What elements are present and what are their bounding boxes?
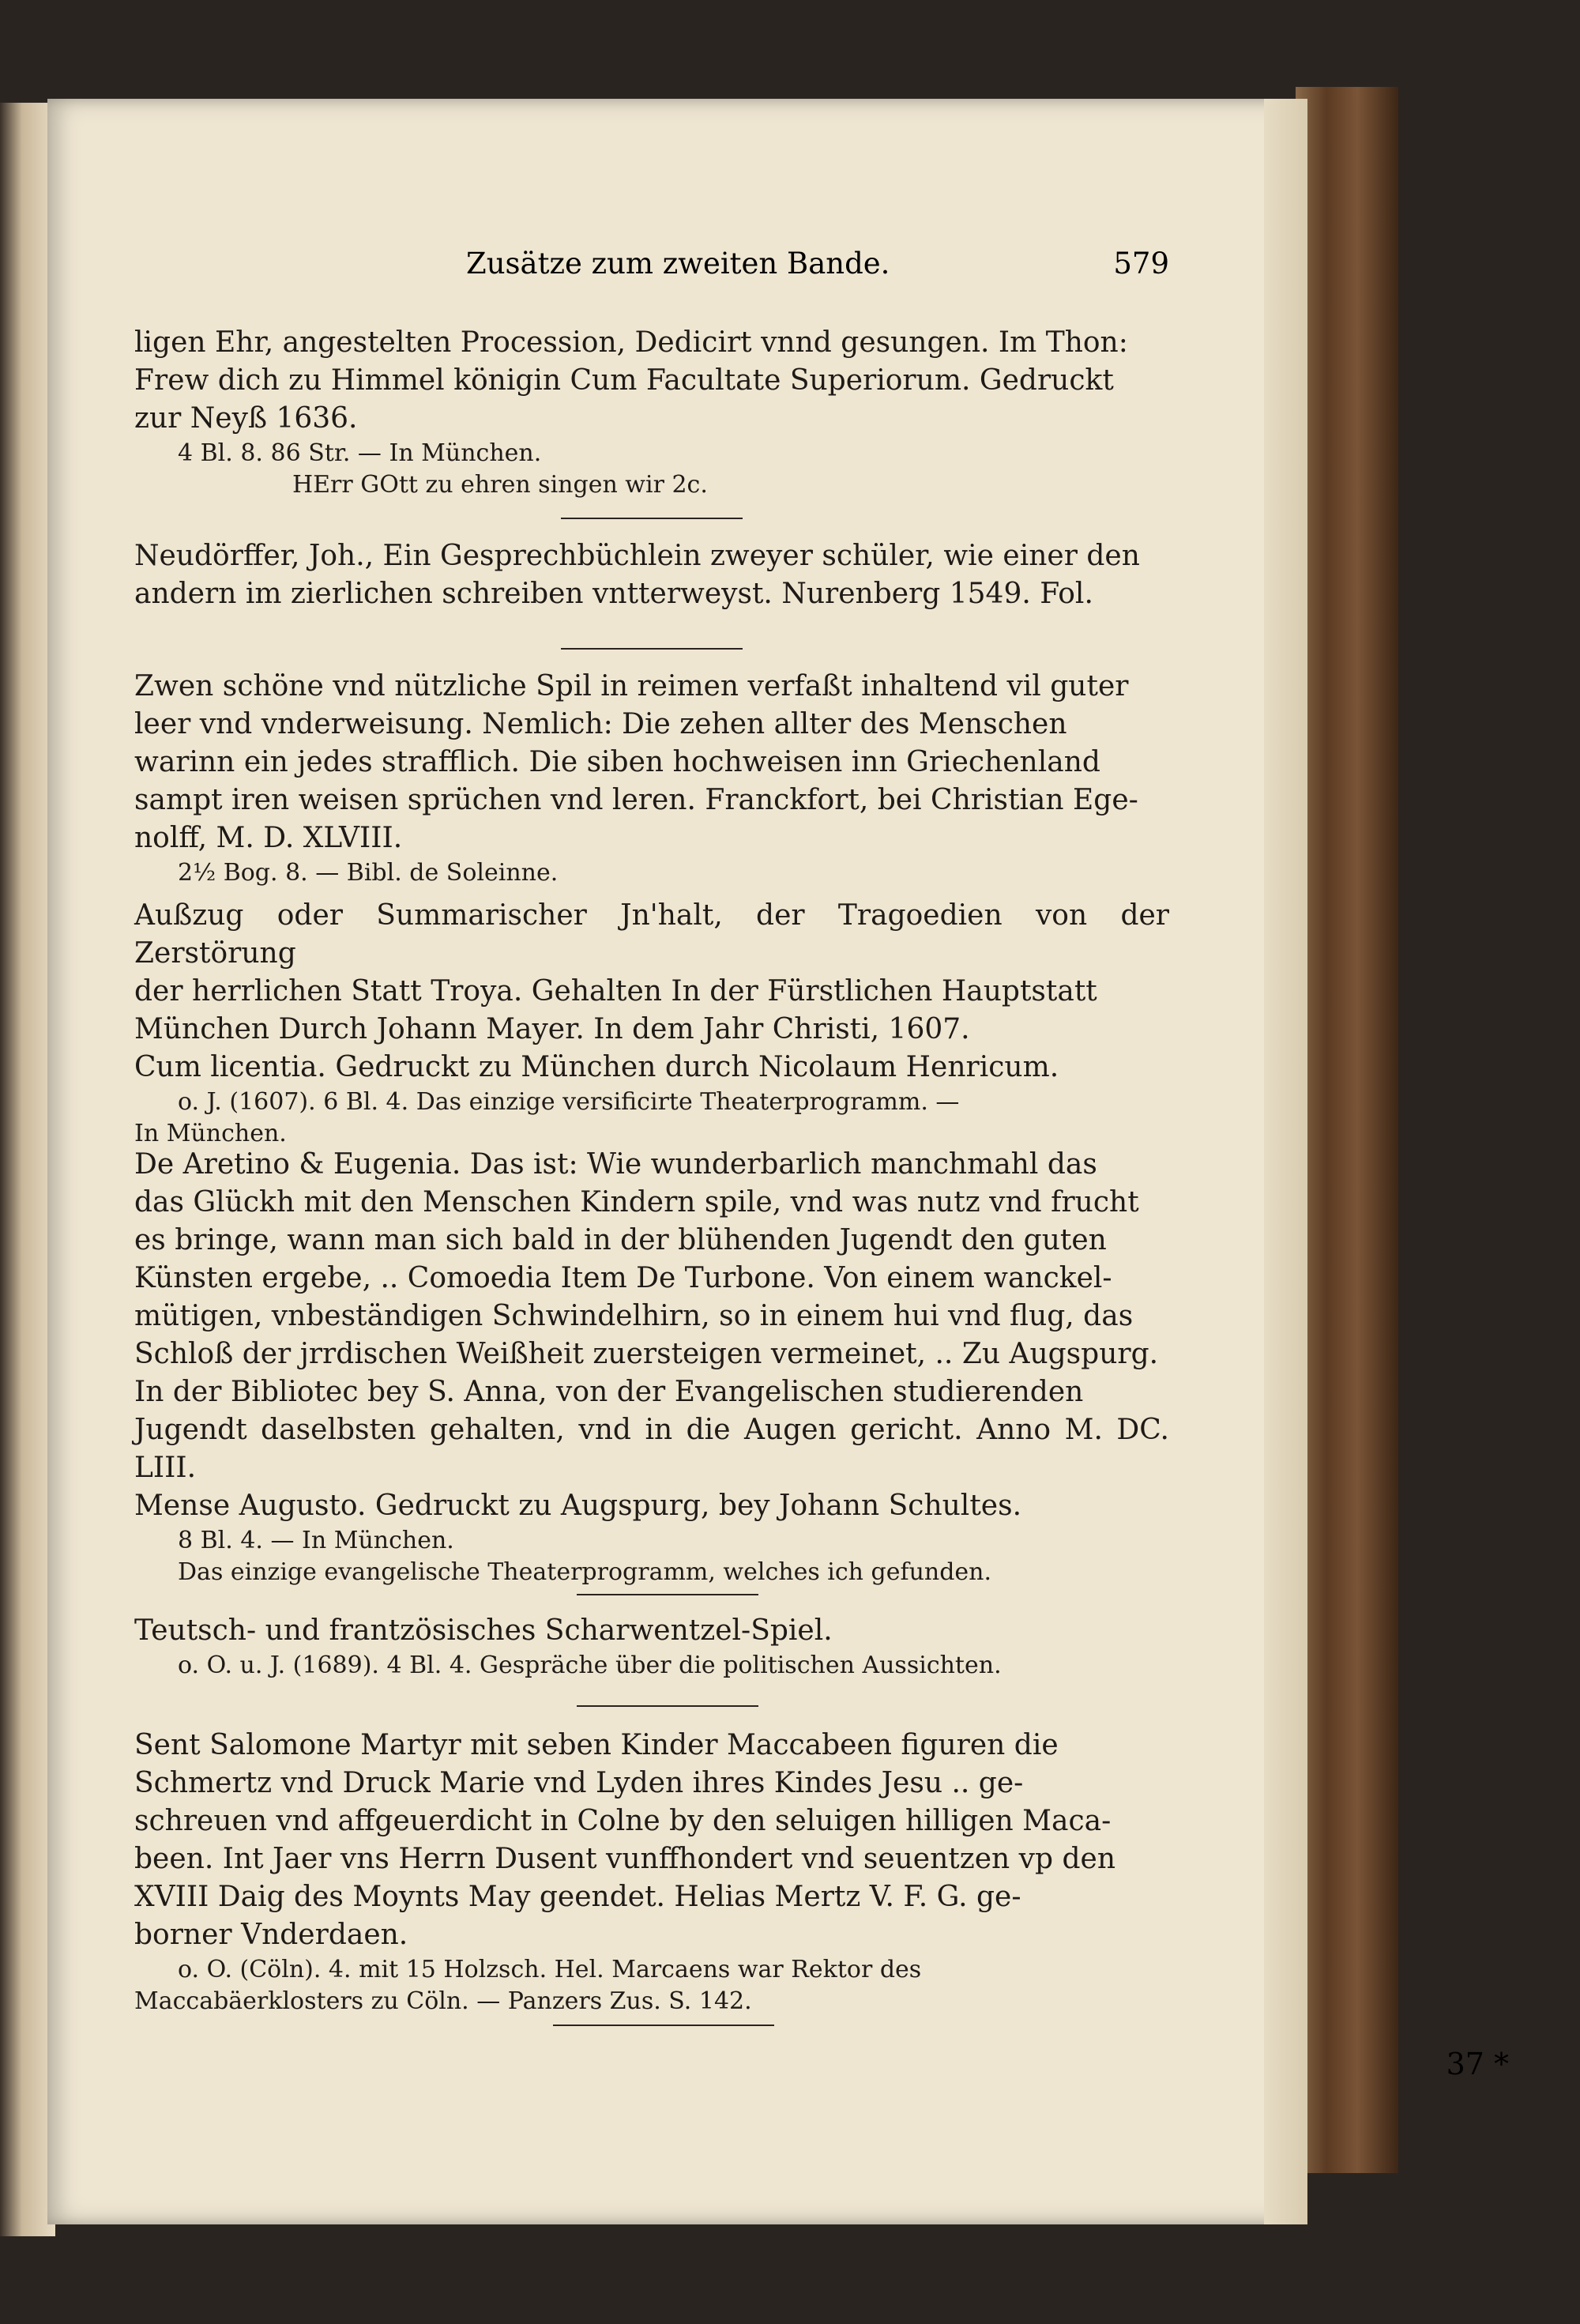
page-edge-strip [1264, 99, 1307, 2224]
entry-line: München Durch Johann Mayer. In dem Jahr Christi, 1607. [134, 1013, 970, 1045]
entry-line: zur Neyß 1636. [134, 402, 358, 435]
entry-note: 2½ Bog. 8. — Bibl. de Soleinne. [178, 859, 559, 887]
entry-note: 4 Bl. 8. 86 Str. — In München. [178, 439, 542, 467]
entry-note: Maccabäerklosters zu Cöln. — Panzers Zus. S. 142. [134, 1987, 752, 2015]
entry-line: Schmertz vnd Druck Marie vnd Lyden ihres Kindes Jesu .. ge- [134, 1767, 1024, 1799]
entry-line: leer vnd vnderweisung. Nemlich: Die zehen allter des Menschen [134, 708, 1067, 740]
bibliography-entry [134, 668, 1169, 889]
entry-line: der herrlichen Statt Troya. Gehalten In der Fürstlichen Hauptstatt [134, 975, 1097, 1008]
page-number: 579 [1113, 247, 1169, 281]
entry-line: In der Bibliotec bey S. Anna, von der Evangelischen studierenden [134, 1376, 1084, 1408]
entry-line: mütigen, vnbeständigen Schwindelhirn, so in einem hui vnd flug, das [134, 1300, 1134, 1332]
running-title: Zusätze zum zweiten Bande. [466, 247, 890, 281]
divider-rule [577, 1705, 758, 1707]
entry-line: schreuen vnd affgeuerdicht in Colne by den seluigen hilligen Maca- [134, 1805, 1112, 1837]
entry-line: das Glückh mit den Menschen Kindern spile, vnd was nutz vnd frucht [134, 1186, 1139, 1218]
entry-note: In München. [134, 1120, 287, 1147]
entry-line: es bringe, wann man sich bald in der blühenden Jugendt den guten [134, 1224, 1107, 1256]
entry-note: Das einzige evangelische Theaterprogramm, welches ich gefunden. [178, 1558, 992, 1586]
divider-rule [577, 1594, 758, 1595]
entry-line: andern im zierlichen schreiben vntterweyst. Nurenberg 1549. Fol. [134, 578, 1093, 610]
bibliography-entry [134, 324, 1169, 501]
entry-note: o. O. u. J. (1689). 4 Bl. 4. Gespräche über die politischen Aussichten. [178, 1652, 1002, 1679]
bibliography-entry [134, 537, 1169, 613]
entry-note: o. J. (1607). 6 Bl. 4. Das einzige versificirte Theaterprogramm. — [178, 1088, 960, 1116]
divider-rule [561, 518, 743, 519]
entry-line: Cum licentia. Gedruckt zu München durch Nicolaum Henricum. [134, 1051, 1059, 1083]
entry-line: Sent Salomone Martyr mit seben Kinder Maccabeen figuren die [134, 1729, 1059, 1761]
entry-note: 8 Bl. 4. — In München. [178, 1527, 454, 1554]
entry-line: Außzug oder Summarischer Jn'halt, der Tragoedien von der Zerstörung [134, 899, 1169, 970]
entry-line: borner Vnderdaen. [134, 1919, 408, 1951]
entry-line: been. Int Jaer vns Herrn Dusent vunffhondert vnd seuentzen vp den [134, 1843, 1115, 1875]
entry-line: sampt iren weisen sprüchen vnd leren. Franckfort, bei Christian Ege- [134, 784, 1138, 816]
signature-mark: 37 * [1446, 2047, 1509, 2081]
divider-rule [553, 2025, 774, 2026]
book-cover-edge [1296, 87, 1398, 2173]
entry-line: Künsten ergebe, .. Comoedia Item De Turbone. Von einem wanckel- [134, 1262, 1112, 1294]
entry-line: Mense Augusto. Gedruckt zu Augspurg, bey Johann Schultes. [134, 1490, 1022, 1522]
entry-line: De Aretino & Eugenia. Das ist: Wie wunderbarlich manchmahl das [134, 1148, 1097, 1181]
entry-line: XVIII Daig des Moynts May geendet. Helias Mertz V. F. G. ge- [134, 1881, 1021, 1913]
bibliography-entry [134, 1612, 1169, 1682]
divider-rule [561, 648, 743, 650]
entry-line: ligen Ehr, angestelten Procession, Dedicirt vnnd gesungen. Im Thon: [134, 326, 1128, 359]
entry-line: Neudörffer, Joh., Ein Gesprechbüchlein zweyer schüler, wie einer den [134, 540, 1140, 572]
entry-note: o. O. (Cöln). 4. mit 15 Holzsch. Hel. Marcaens war Rektor des [178, 1956, 922, 1983]
entry-line: nolff, M. D. XLVIII. [134, 822, 403, 854]
entry-line: warinn ein jedes strafflich. Die siben hochweisen inn Griechenland [134, 746, 1100, 778]
entry-line: Jugendt daselbsten gehalten, vnd in die Augen gericht. Anno M. DC. LIII. [134, 1414, 1169, 1484]
bibliography-entry [134, 1727, 1169, 2017]
bibliography-entry [134, 897, 1169, 1150]
running-header [134, 247, 1169, 286]
entry-line: Teutsch- und frantzösisches Scharwentzel-Spiel. [134, 1614, 833, 1647]
bibliography-entry [134, 1146, 1169, 1588]
entry-line: Zwen schöne vnd nützliche Spil in reimen verfaßt inhaltend vil guter [134, 670, 1129, 702]
entry-line: Schloß der jrrdischen Weißheit zuersteigen vermeinet, .. Zu Augspurg. [134, 1338, 1159, 1370]
entry-note: HErr GOtt zu ehren singen wir 2c. [292, 471, 708, 499]
entry-line: Frew dich zu Himmel königin Cum Facultate Superiorum. Gedruckt [134, 364, 1114, 397]
